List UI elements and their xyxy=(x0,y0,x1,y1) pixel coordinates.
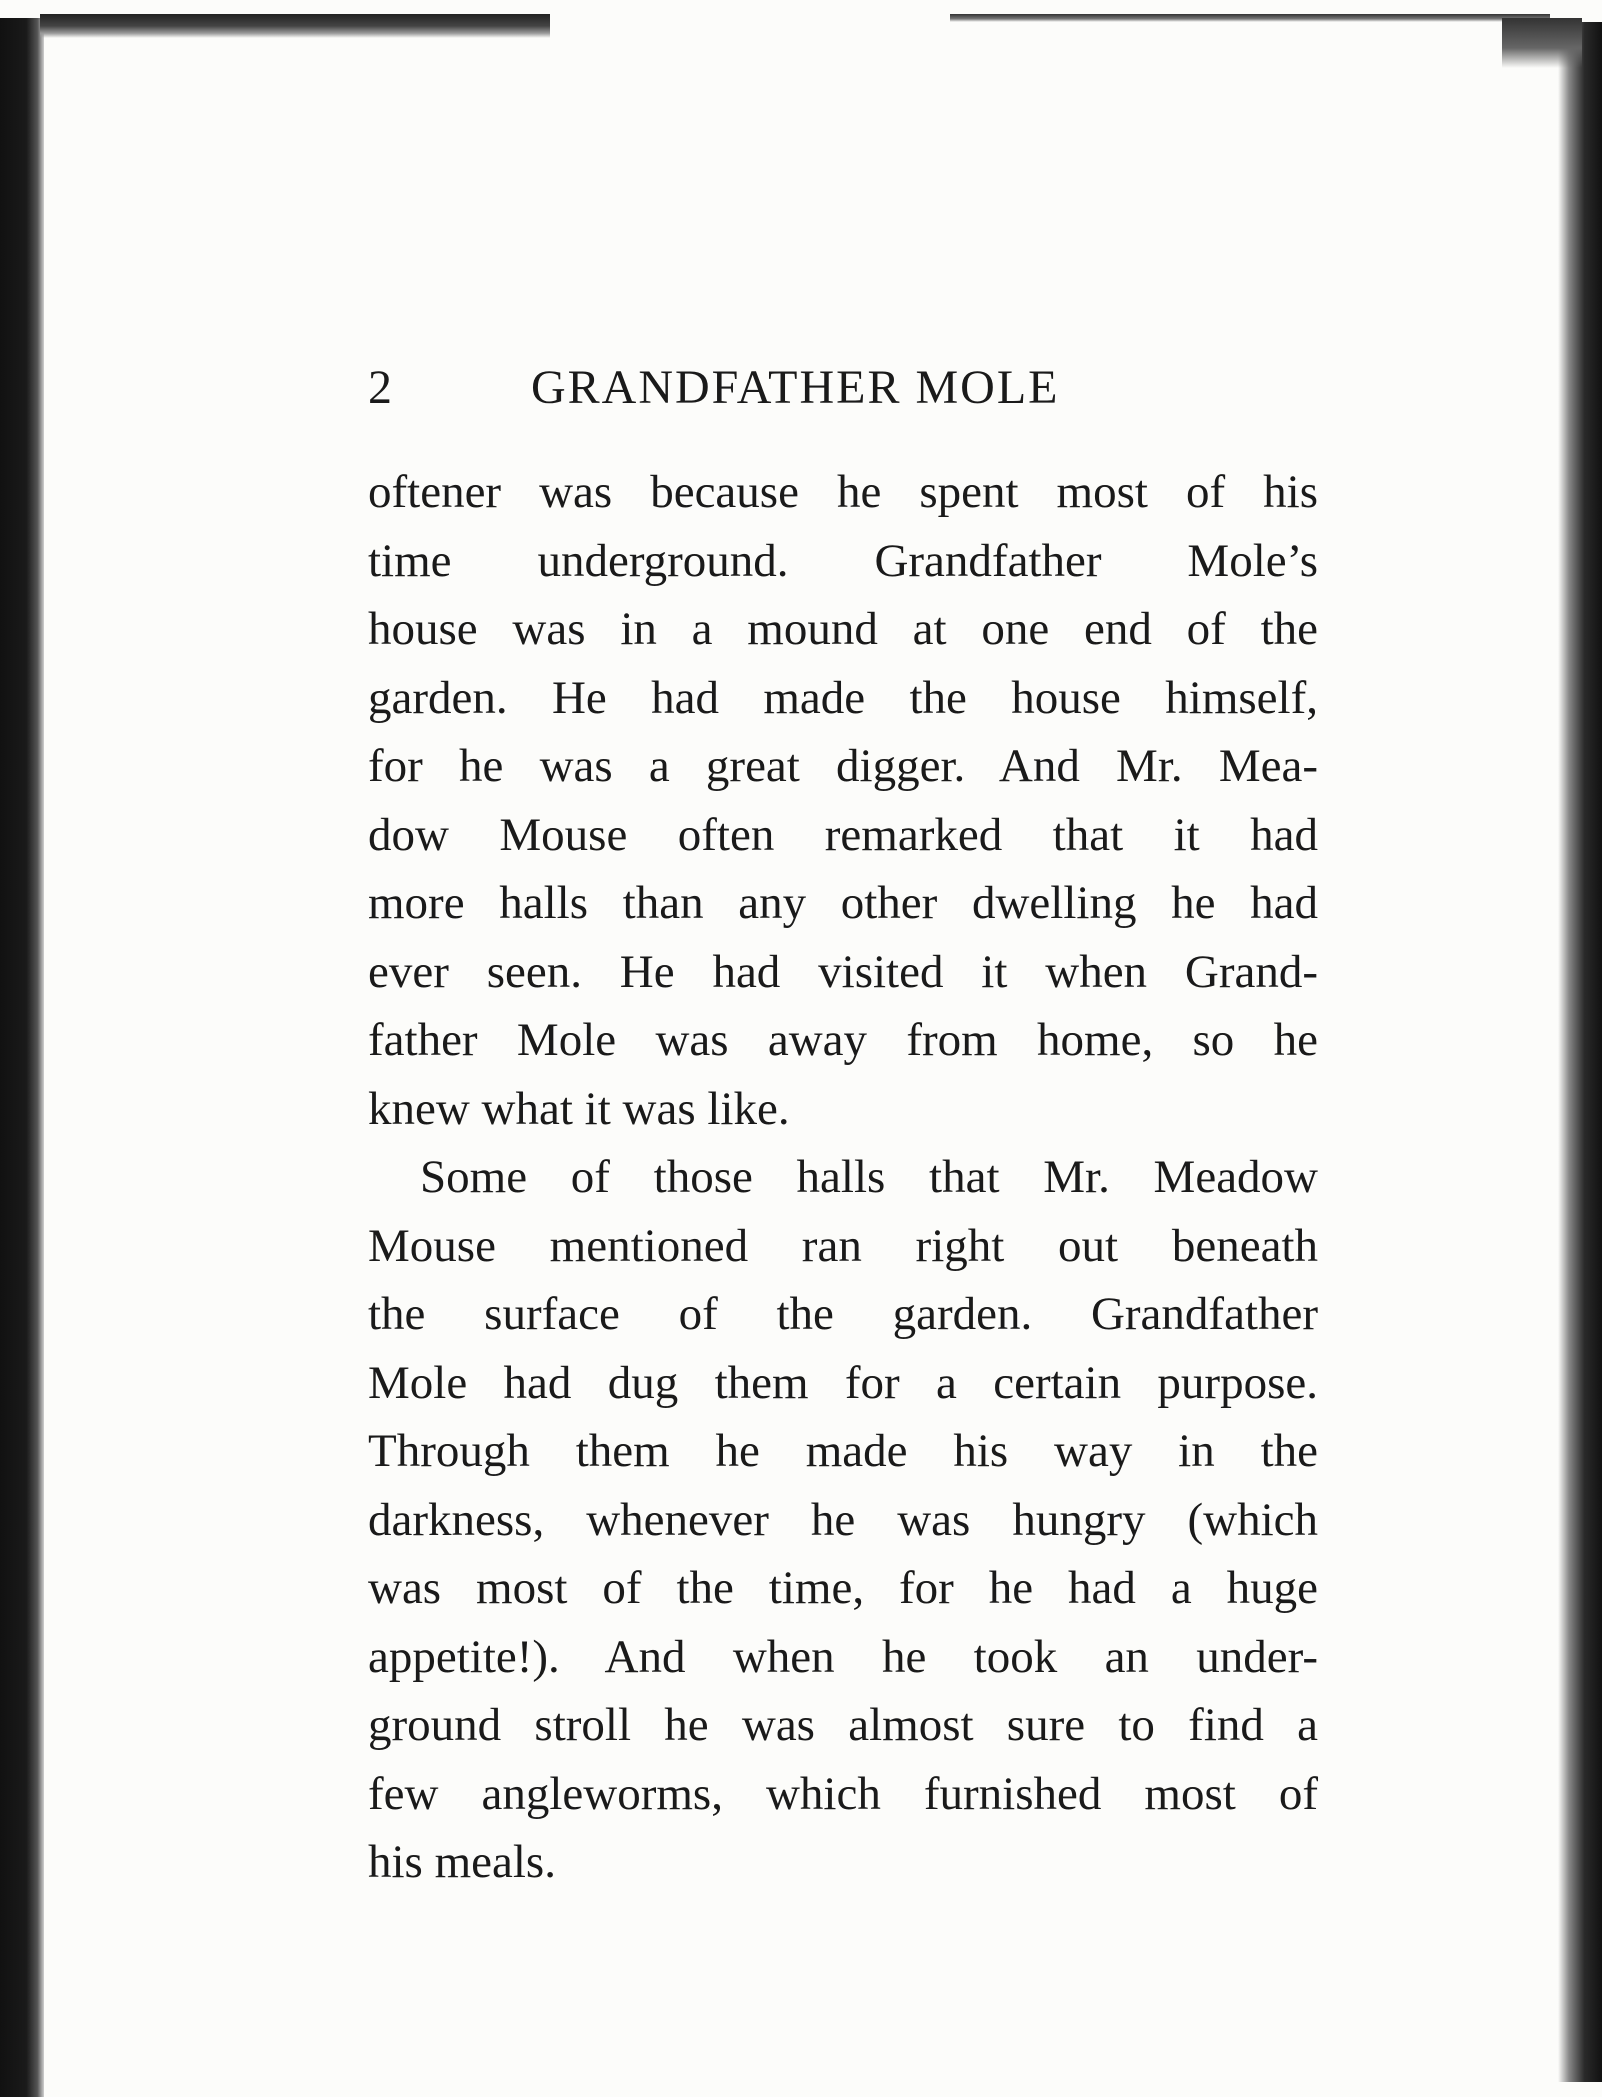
text-line: Some of those halls that Mr. Meadow xyxy=(420,1151,1318,1203)
text-line: his meals. xyxy=(368,1836,556,1888)
text-line: time underground. Grandfather Mole’s xyxy=(368,534,1318,587)
text-line: more halls than any other dwelling he had xyxy=(368,877,1318,929)
text-line: dow Mouse often remarked that it had xyxy=(368,808,1318,861)
paragraph-2 xyxy=(368,1143,1318,1897)
text-line: knew what it was like. xyxy=(368,1082,790,1135)
page-header xyxy=(368,360,1318,430)
text-line: the surface of the garden. Grandfather xyxy=(368,1288,1318,1340)
scan-edge-right xyxy=(1558,22,1602,2082)
text-line: darkness, whenever he was hungry (which xyxy=(368,1493,1318,1546)
text-line: few angleworms, which furnished most of xyxy=(368,1767,1318,1820)
text-line: father Mole was away from home, so he xyxy=(368,1014,1318,1066)
text-line: Through them he made his way in the xyxy=(368,1425,1318,1477)
running-head: GRANDFATHER MOLE xyxy=(531,361,1060,414)
scan-edge-top-left xyxy=(40,14,550,38)
text-line: oftener was because he spent most of his xyxy=(368,466,1318,518)
text-line: house was in a mound at one end of the xyxy=(368,603,1318,655)
text-line: for he was a great digger. And Mr. Mea- xyxy=(368,740,1318,792)
text-line: ground stroll he was almost sure to find a xyxy=(368,1699,1318,1751)
text-line: Mole had dug them for a certain purpose. xyxy=(368,1356,1318,1409)
text-line: was most of the time, for he had a huge xyxy=(368,1562,1318,1614)
text-line: appetite!). And when he took an under- xyxy=(368,1630,1318,1683)
page-number: 2 xyxy=(368,361,393,414)
scan-edge-top-right xyxy=(950,14,1550,22)
scan-edge-right-top xyxy=(1502,18,1582,68)
text-line: Mouse mentioned ran right out beneath xyxy=(368,1219,1318,1272)
body-text xyxy=(368,458,1318,1897)
paragraph-1 xyxy=(368,458,1318,1143)
text-line: garden. He had made the house himself, xyxy=(368,671,1318,724)
text-line: ever seen. He had visited it when Grand- xyxy=(368,945,1318,998)
scan-edge-left xyxy=(0,18,44,2097)
